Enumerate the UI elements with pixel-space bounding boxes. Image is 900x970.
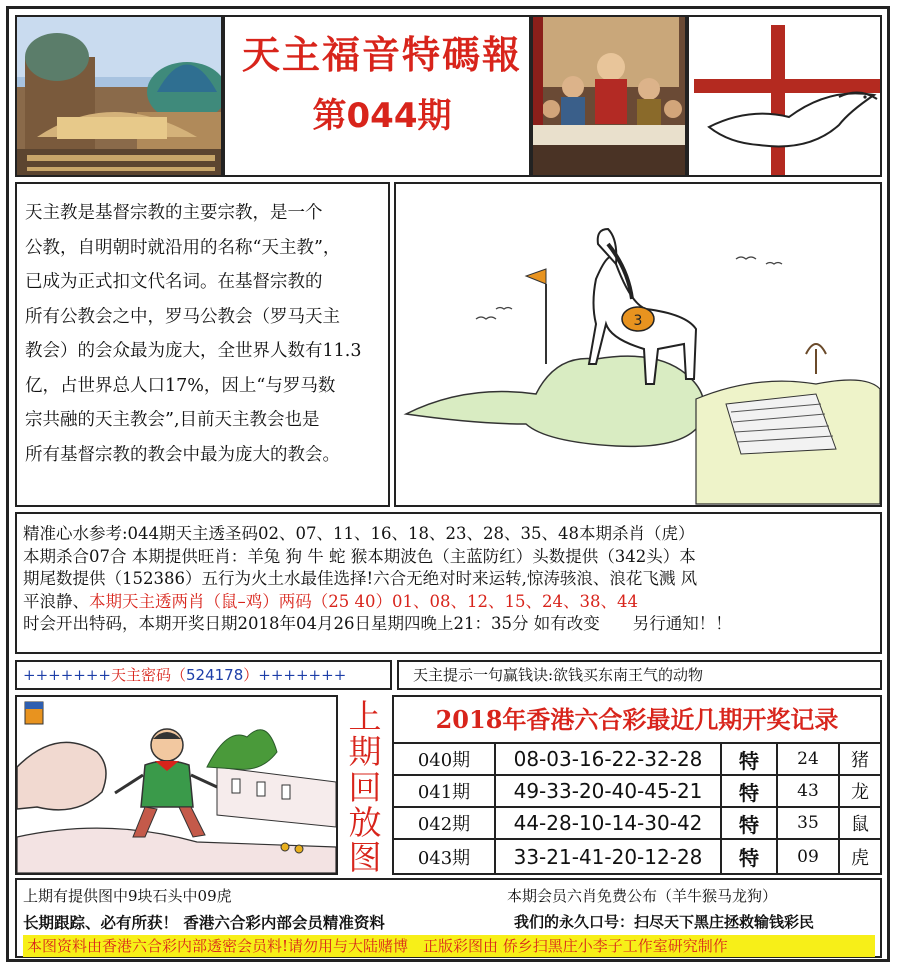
intro-line: 天主教是基督宗教的主要宗教，是一个 (25, 203, 323, 223)
period-cell: 040期 (394, 744, 496, 776)
special-number-cell: 09 (778, 840, 840, 873)
replay-char: 回 (348, 767, 382, 807)
zodiac-cell: 虎 (851, 847, 869, 869)
winning-numbers-cell: 44-28-10-14-30-42 (496, 808, 722, 840)
zodiac-cell: 龙 (840, 776, 880, 808)
last-issue-cartoon (15, 695, 338, 875)
period-cell: 041期 (394, 776, 496, 808)
replay-char: 期 (348, 732, 382, 772)
footer-left-line-2: 长期跟踪、必有所获！ 香港六合彩内部会员精准资料 (23, 913, 385, 932)
notes-line-2: 本期杀合07合 本期提供旺肖：羊兔 狗 牛 蛇 猴本期波色（主蓝防红）头数提供（342头）本 (23, 546, 696, 566)
secret-code-value: 524178 (186, 666, 244, 684)
zodiac-cell: 猪 (840, 744, 880, 776)
replay-char: 上 (348, 697, 382, 736)
issue-number: 第044期 (312, 96, 452, 136)
horse-saddle-number: 3 (633, 313, 643, 329)
secret-code-close: ） (243, 666, 259, 684)
results-table (392, 695, 882, 875)
last-supper-image (531, 15, 687, 177)
catholic-intro-panel (15, 182, 390, 507)
notes-line-4-black: 平浪静、 (23, 591, 89, 611)
special-label-cell: 特 (722, 776, 778, 808)
special-number-cell: 24 (778, 744, 840, 776)
winning-numbers-cell: 08-03-16-22-32-28 (496, 744, 722, 776)
special-label-cell: 特 (722, 808, 778, 840)
cross-dove-image (687, 15, 882, 177)
notes-line-4 (23, 591, 880, 614)
winning-hint-text: 天主提示一句赢钱诀:欲钱买东南王气的动物 (413, 666, 704, 684)
intro-line: 所有基督宗教的教会中最为庞大的教会。 (25, 444, 340, 465)
notes-line-3: 期尾数提供（152386）五行为火土水最佳选择!六合无绝对时来运转,惊涛骇浪、浪花飞溅 风 (23, 569, 698, 588)
plus-decoration-left: +++++++ (23, 666, 111, 684)
secret-code-bar (15, 660, 392, 690)
newspaper-title: 天主福音特碼報 (241, 33, 522, 77)
replay-char: 图 (348, 838, 382, 877)
intro-line: 教会）的会众最为庞大，全世界人数有11.3 (25, 341, 362, 361)
prediction-notes-panel (15, 512, 882, 654)
results-title: 2018年香港六合彩最近几期开奖记录 (394, 697, 880, 744)
notes-line-5: 时会开出特码，本期开奖日期2018年04月26日星期四晚上21：35分 如有改变 另行通知！！ (23, 614, 732, 633)
replay-char: 放 (348, 802, 382, 842)
intro-line: 所有公教会之中，罗马公教会（罗马天主 (25, 306, 340, 327)
special-label-cell: 特 (722, 840, 778, 873)
special-label-cell: 特 (722, 744, 778, 776)
special-number-cell: 35 (778, 808, 840, 840)
winning-hint-bar (397, 660, 882, 690)
footer-banner: 本图资料由香港六合彩内部透密会员料!请勿用与大陆赌博 正版彩图由 侨乡扫黑庄小李子工作室研究制作 (23, 935, 875, 957)
last-issue-replay-label (340, 697, 390, 877)
footer-right-line-1: 本期会员六肖免费公布（羊牛猴马龙狗） (507, 887, 778, 905)
footer-panel (15, 878, 882, 958)
winning-numbers-cell: 49-33-20-40-45-21 (496, 776, 722, 808)
footer-left-line-1: 上期有提供图中9块石头中09虎 (23, 887, 232, 905)
plus-decoration-right: +++++++ (258, 666, 347, 684)
intro-line: 公教，自明朝时就沿用的名称“天主教”， (25, 237, 341, 258)
period-cell: 042期 (394, 808, 496, 840)
special-number-cell: 43 (778, 776, 840, 808)
intro-line: 宗共融的天主教会”,目前天主教会也是 (25, 410, 320, 430)
cathedral-image (15, 15, 223, 177)
notes-line-1: 精准心水参考:044期天主透圣码02、07、11、16、18、23、28、35、48本期杀肖（虎） (23, 524, 695, 543)
notes-line-4-red: 本期天主透两肖（鼠–鸡）两码（25 40）01、08、12、15、24、38、44 (89, 591, 638, 611)
horse-on-hill-illustration (394, 182, 882, 507)
intro-line: 亿，占世界总人口17%，因上“与罗马数 (25, 375, 336, 396)
intro-line: 已成为正式扣文代名词。在基督宗教的 (25, 272, 323, 292)
zodiac-cell: 鼠 (840, 808, 880, 840)
winning-numbers-cell: 33-21-41-20-12-28 (496, 840, 722, 873)
footer-right-line-2: 我们的永久口号：扫尽天下黑庄拯救输钱彩民 (514, 913, 815, 931)
period-cell: 043期 (394, 840, 496, 873)
secret-code-label: 天主密码（ (110, 666, 186, 684)
